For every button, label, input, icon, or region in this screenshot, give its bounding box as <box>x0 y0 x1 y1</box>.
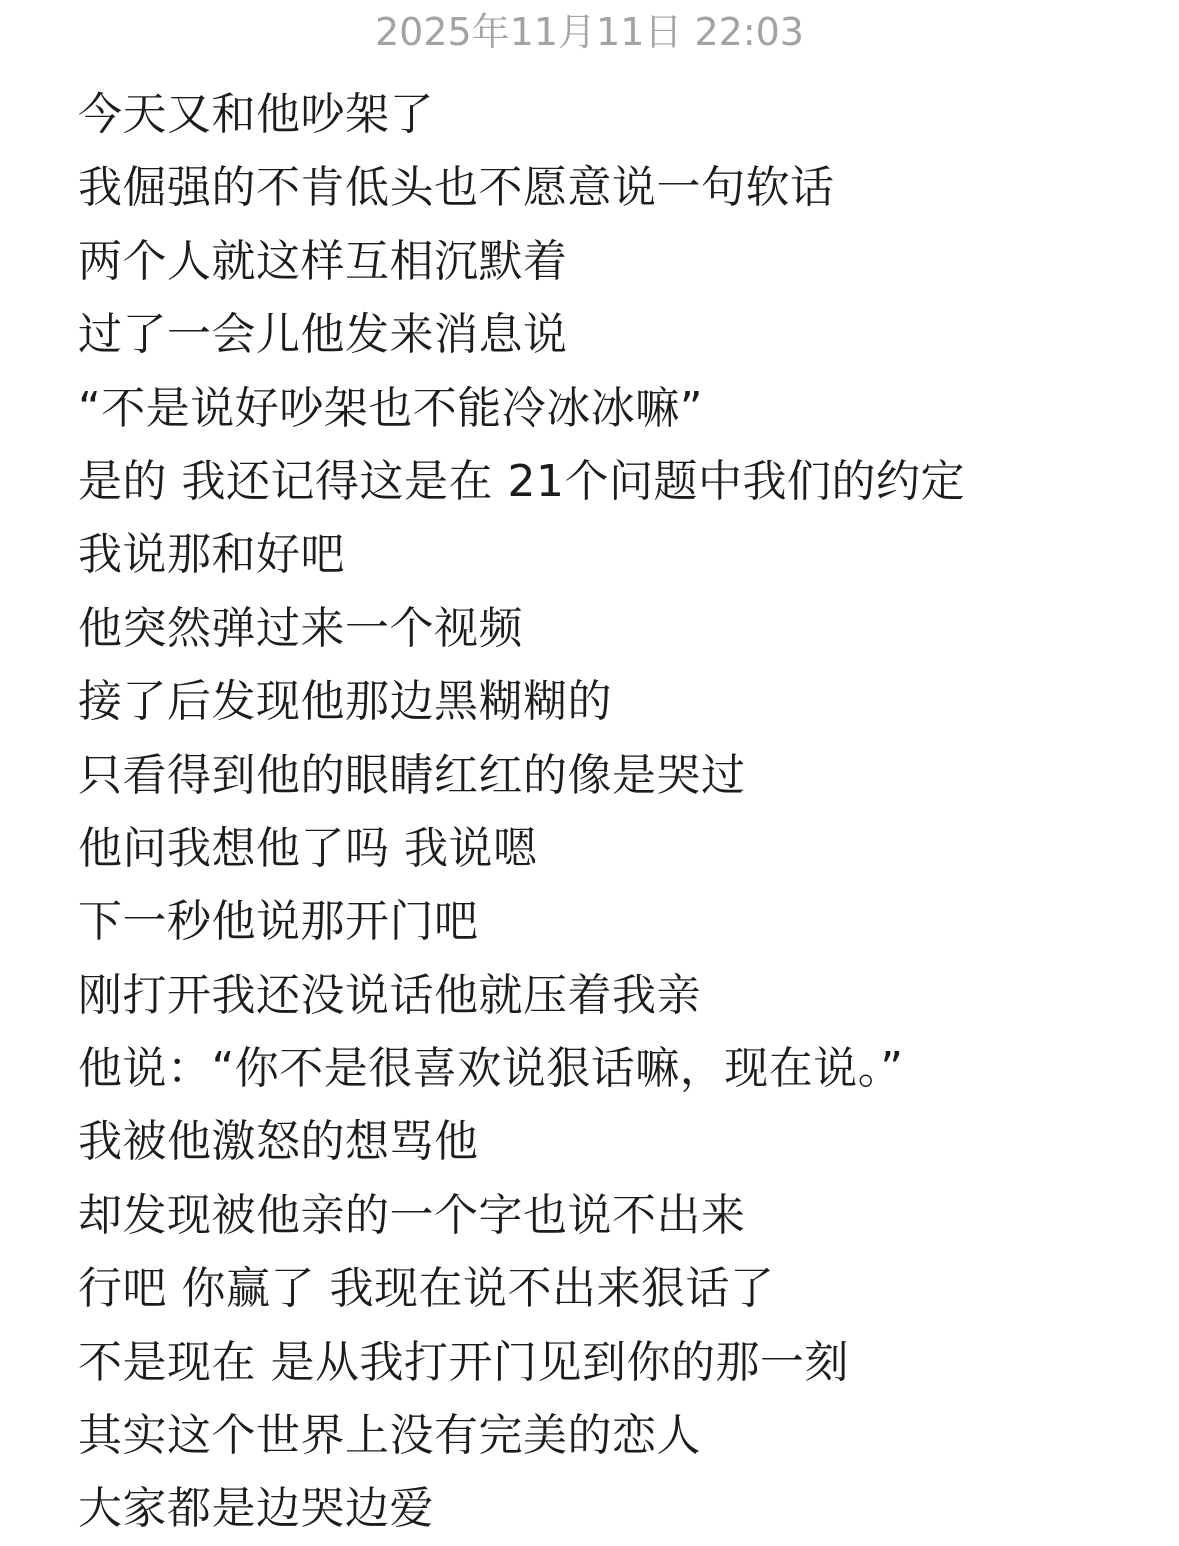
note-line: 他说：“你不是很喜欢说狠话嘛，现在说。” <box>78 1043 904 1095</box>
note-line: 今天又和他吵架了 <box>78 89 434 140</box>
note-line: 不是现在 是从我打开门见到你的那一刻 <box>78 1336 849 1388</box>
note-line: 两个人就这样互相沉默着 <box>78 235 568 287</box>
note-line: 行吧 你赢了 我现在说不出来狠话了 <box>78 1263 775 1315</box>
note-line: 过了一会儿他发来消息说 <box>78 309 568 361</box>
note-line: 是的 我还记得这是在 21个问题中我们的约定 <box>78 455 965 507</box>
note-line: “不是说好吵架也不能冷冰冰嘛” <box>78 382 704 434</box>
note-line: 下一秒他说那开门吧 <box>78 896 479 948</box>
note-line: 他突然弹过来一个视频 <box>78 602 523 654</box>
note-line: 我倔强的不肯低头也不愿意说一句软话 <box>78 162 835 214</box>
note-line: 他问我想他了吗 我说嗯 <box>78 822 538 874</box>
note-line: 我说那和好吧 <box>78 529 345 581</box>
note-line: 接了后发现他那边黑糊糊的 <box>78 676 612 728</box>
note-line: 大家都是边哭边爱 <box>78 1483 434 1535</box>
note-body[interactable] <box>78 78 1138 1546</box>
note-line: 刚打开我还没说话他就压着我亲 <box>78 969 701 1021</box>
note-line: 其实这个世界上没有完美的恋人 <box>78 1410 701 1462</box>
note-line: 却发现被他亲的一个字也说不出来 <box>78 1189 746 1241</box>
note-line: 我被他激怒的想骂他 <box>78 1116 479 1168</box>
note-line: 只看得到他的眼睛红红的像是哭过 <box>78 749 746 801</box>
note-timestamp: 2025年11月11日 22:03 <box>374 10 804 54</box>
